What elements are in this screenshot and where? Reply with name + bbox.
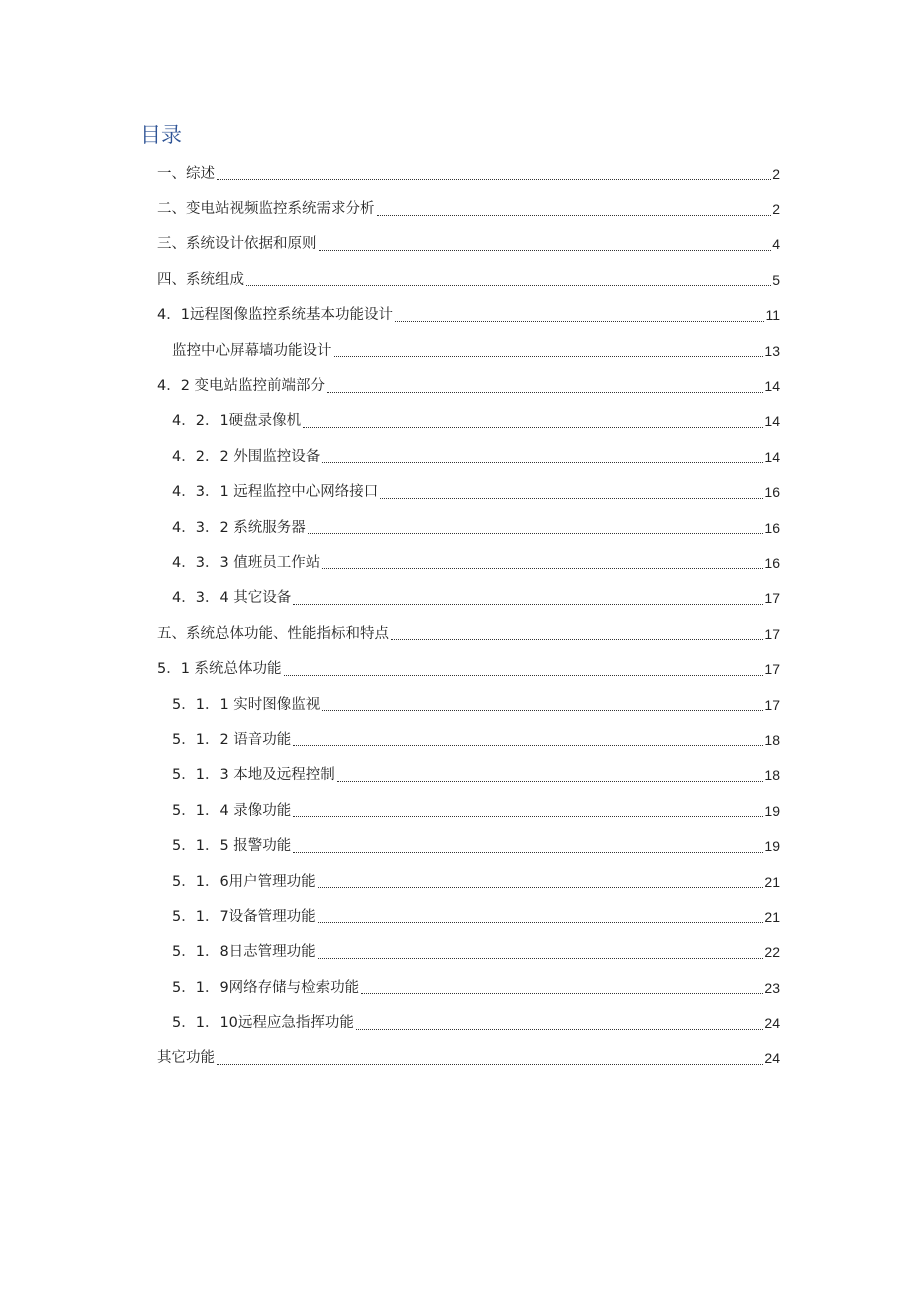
toc-dot-leader	[377, 215, 772, 216]
toc-entry-label: 5．1．5 报警功能	[172, 838, 292, 855]
toc-page-number: 14	[764, 448, 780, 465]
toc-entry[interactable]	[0, 687, 780, 722]
toc-dot-leader	[356, 1029, 764, 1030]
toc-entry-label: 5．1．4 录像功能	[172, 802, 292, 819]
toc-entry-label: 5．1．6用户管理功能	[172, 873, 316, 890]
toc-page-number: 14	[764, 413, 780, 430]
toc-page-number: 17	[764, 590, 780, 607]
toc-dot-leader	[293, 852, 763, 853]
toc-page-number: 21	[764, 908, 780, 925]
toc-page-number: 21	[764, 873, 780, 890]
toc-entry[interactable]	[0, 439, 780, 474]
toc-entry[interactable]	[0, 828, 780, 863]
toc-dot-leader	[303, 427, 763, 428]
toc-dot-leader	[322, 462, 763, 463]
toc-dot-leader	[337, 781, 764, 782]
toc-page-number: 17	[764, 661, 780, 678]
toc-page-number: 16	[764, 484, 780, 501]
toc-entry[interactable]	[0, 793, 780, 828]
toc-entry[interactable]	[0, 545, 780, 580]
toc-page-number: 18	[764, 731, 780, 748]
toc-dot-leader	[334, 356, 764, 357]
toc-entry-label: 5．1．1 实时图像监视	[172, 696, 321, 713]
toc-entry-label: 4．3．3 值班员工作站	[172, 554, 321, 571]
toc-page-number: 16	[764, 519, 780, 536]
toc-entry[interactable]	[0, 935, 780, 970]
toc-page-number: 14	[764, 378, 780, 395]
toc-entry-label: 5．1．3 本地及远程控制	[172, 767, 335, 784]
toc-entry[interactable]	[0, 191, 780, 226]
toc-dot-leader	[380, 498, 763, 499]
toc-dot-leader	[322, 568, 763, 569]
toc-page-number: 22	[764, 944, 780, 961]
toc-page-number: 5	[772, 271, 780, 288]
toc-page-number: 19	[764, 802, 780, 819]
toc-entry[interactable]	[0, 333, 780, 368]
toc-dot-leader	[361, 993, 763, 994]
toc-dot-leader	[318, 958, 764, 959]
toc-entry-label: 4．3．2 系统服务器	[172, 519, 306, 536]
toc-entry-label: 监控中心屏幕墙功能设计	[172, 342, 332, 359]
toc-entry-label: 5．1．7设备管理功能	[172, 908, 316, 925]
toc-entry[interactable]	[0, 899, 780, 934]
toc-page-number: 24	[764, 1050, 780, 1067]
toc-entry[interactable]	[0, 1005, 780, 1040]
toc-dot-leader	[308, 533, 764, 534]
toc-entry-label: 5．1．10远程应急指挥功能	[172, 1015, 354, 1032]
toc-entry[interactable]	[0, 651, 780, 686]
toc-dot-leader	[246, 285, 771, 286]
toc-entry[interactable]	[0, 404, 780, 439]
toc-page-number: 19	[764, 838, 780, 855]
toc-entry[interactable]	[0, 368, 780, 403]
toc-dot-leader	[293, 816, 763, 817]
toc-page-number: 2	[772, 201, 780, 218]
toc-entry-label: 4．1远程图像监控系统基本功能设计	[157, 307, 393, 324]
toc-entry-label: 5．1．8日志管理功能	[172, 944, 316, 961]
toc-entry-label: 一、综述	[157, 165, 215, 182]
toc-dot-leader	[293, 604, 763, 605]
toc-page-number: 24	[764, 1015, 780, 1032]
toc-page-number: 18	[764, 767, 780, 784]
toc-dot-leader	[217, 179, 771, 180]
toc-entry[interactable]	[0, 156, 780, 191]
toc-dot-leader	[318, 887, 764, 888]
toc-page-number: 17	[764, 696, 780, 713]
toc-page-number: 4	[772, 236, 780, 253]
toc-entry-label: 4．2．2 外围监控设备	[172, 448, 321, 465]
toc-entry-label: 其它功能	[157, 1050, 215, 1067]
toc-dot-leader	[217, 1064, 763, 1065]
toc-entry-label: 5．1．2 语音功能	[172, 731, 292, 748]
toc-entry-label: 三、系统设计依据和原则	[157, 236, 317, 253]
toc-entry[interactable]	[0, 298, 780, 333]
toc-entry[interactable]	[0, 616, 780, 651]
toc-entry[interactable]	[0, 864, 780, 899]
toc-entry-label: 4．2．1硬盘录像机	[172, 413, 302, 430]
toc-entry[interactable]	[0, 722, 780, 757]
toc-page-number: 2	[772, 165, 780, 182]
toc-page-number: 17	[764, 625, 780, 642]
toc-entry-label: 4．2 变电站监控前端部分	[157, 378, 326, 395]
toc-dot-leader	[284, 675, 764, 676]
toc-entry-label: 五、系统总体功能、性能指标和特点	[157, 625, 389, 642]
toc-page-number: 16	[764, 554, 780, 571]
toc-page-number: 11	[765, 307, 780, 324]
toc-entry[interactable]	[0, 970, 780, 1005]
toc-dot-leader	[327, 392, 763, 393]
toc-title: 目录	[140, 123, 182, 147]
toc-entry[interactable]	[0, 262, 780, 297]
toc-entry-label: 4．3．4 其它设备	[172, 590, 292, 607]
toc-page-number: 23	[764, 979, 780, 996]
toc-entry[interactable]	[0, 758, 780, 793]
toc-entry-label: 4．3．1 远程监控中心网络接口	[172, 484, 379, 501]
toc-dot-leader	[322, 710, 763, 711]
toc-entry[interactable]	[0, 475, 780, 510]
toc-entry-label: 二、变电站视频监控系统需求分析	[157, 201, 375, 218]
toc-dot-leader	[395, 321, 765, 322]
toc-entry-label: 四、系统组成	[157, 271, 244, 288]
toc-entry-label: 5．1 系统总体功能	[157, 661, 282, 678]
toc-page-number: 13	[764, 342, 780, 359]
toc-entry[interactable]	[0, 1041, 780, 1076]
toc-entry[interactable]	[0, 510, 780, 545]
toc-entry-label: 5．1．9网络存储与检索功能	[172, 979, 360, 996]
toc-dot-leader	[391, 639, 763, 640]
toc-entry[interactable]	[0, 581, 780, 616]
toc-dot-leader	[293, 745, 763, 746]
toc-dot-leader	[319, 250, 772, 251]
toc-entry[interactable]	[0, 227, 780, 262]
toc-dot-leader	[318, 922, 764, 923]
toc-list	[0, 156, 920, 1076]
